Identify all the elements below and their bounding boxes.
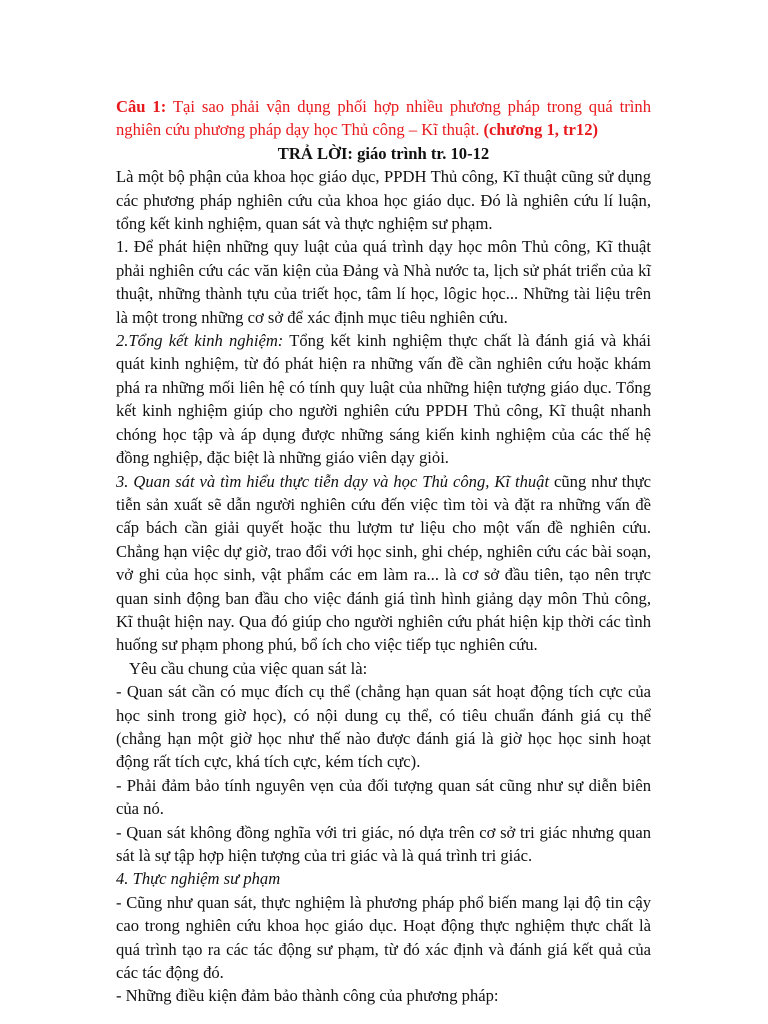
question-paragraph <box>116 95 651 142</box>
item-2-text: Tổng kết kinh nghiệm thực chất là đánh giá và khái quát kinh nghiệm, từ đó phát hiện ra những vấn đề cần nghiên cứu hoặc khám phá ra những mối liên hệ có tính quy luật của những hiện tượng giáo dục. Tổng kết kinh nghiệm giúp cho người nghiên cứu PPDH Thủ công, Kĩ thuật nhanh chóng học tập và áp dụng được những sáng kiến kinh nghiệm của các thế hệ đồng nghiệp, đặc biệt là những giáo viên dạy giỏi. <box>116 331 652 468</box>
question-reference: (chương 1, tr12) <box>483 120 599 140</box>
item-4-paragraph-1: - Cũng như quan sát, thực nghiệm là phương pháp phổ biến mang lại độ tin cậy cao trong nghiên cứu khoa học giáo dục. Hoạt động thực nghiệm thực chất là quá trình tạo ra các tác động sư phạm, từ đó xác định và đánh giá kết quả của các tác động đó. <box>116 892 651 983</box>
item-3-paragraph <box>116 470 651 657</box>
item-1-paragraph: 1. Để phát hiện những quy luật của quá trình dạy học môn Thủ công, Kĩ thuật phải nghiên cứu các văn kiện của Đảng và Nhà nước ta, lịch sử phát triển của kĩ thuật, những thành tựu của triết học, tâm lí học, lôgic học... Những tài liệu trên là một trong những cơ sở để xác định mục tiêu nghiên cứu. <box>116 237 651 327</box>
item-4-title: 4. Thực nghiệm sư phạm <box>116 869 281 889</box>
item-2-title: 2.Tổng kết kinh nghiệm: <box>116 331 284 351</box>
item-3-title: 3. Quan sát và tìm hiểu thực tiễn dạy và học Thủ công, Kĩ thuật <box>116 471 550 491</box>
item-4-paragraph-2: - Những điều kiện đảm bảo thành công của phương pháp: <box>116 986 499 1006</box>
requirement-3: - Quan sát không đồng nghĩa với tri giác, nó dựa trên cơ sở tri giác nhưng quan sát là sự tập hợp hiện tượng của tri giác và là quá trình tri giác. <box>116 822 651 865</box>
question-label: Câu 1: <box>116 97 167 116</box>
item-3-text: cũng như thực tiễn sản xuất sẽ dẫn người nghiên cứu đến việc tìm tòi và đặt ra những vấn đề cấp bách cần giải quyết hoặc thu lượm tư liệu cho một vấn đề nghiên cứu. Chẳng hạn việc dự giờ, trao đổi với học sinh, ghi chép, nghiên cứu các bài soạn, vở ghi của học sinh, vật phẩm các em làm ra... là cơ sở đầu tiên, tạo nên trực quan sinh động ban đầu cho việc đánh giá tình hình giảng dạy môn Thủ công, Kĩ thuật hiện nay. Qua đó giúp cho người nghiên cứu phát hiện kịp thời các tình huống sư phạm phong phú, bổ ích cho việc tiếp tục nghiên cứu. <box>116 471 652 655</box>
intro-paragraph: Là một bộ phận của khoa học giáo dục, PPDH Thủ công, Kĩ thuật cũng sử dụng các phương pháp nghiên cứu của khoa học giáo dục. Đó là nghiên cứu lí luận, tổng kết kinh nghiệm, quan sát và thực nghiệm sư phạm. <box>116 167 651 234</box>
requirement-2: - Phải đảm bảo tính nguyên vẹn của đối tượng quan sát cũng như sự diễn biên của nó. <box>116 775 651 819</box>
document-page <box>116 95 651 1008</box>
question-text: Tại sao phải vận dụng phối hợp nhiều phương pháp trong quá trình nghiên cứu phương pháp dạy học Thủ công – Kĩ thuật. <box>116 97 651 140</box>
answer-heading: TRẢ LỜI: giáo trình tr. 10-12 <box>277 143 490 163</box>
requirement-1: - Quan sát cần có mục đích cụ thể (chẳng hạn quan sát hoạt động tích cực của học sinh trong giờ học), có nội dung cụ thể, có tiêu chuẩn đánh giá cụ thể (chẳng hạn một giờ học như thế nào được đánh giá là giờ học học sinh hoạt động rất tích cực, khá tích cực, kém tích cực). <box>116 682 651 772</box>
item-2-paragraph <box>116 329 651 469</box>
requirements-intro: Yêu cầu chung của việc quan sát là: <box>129 658 368 678</box>
